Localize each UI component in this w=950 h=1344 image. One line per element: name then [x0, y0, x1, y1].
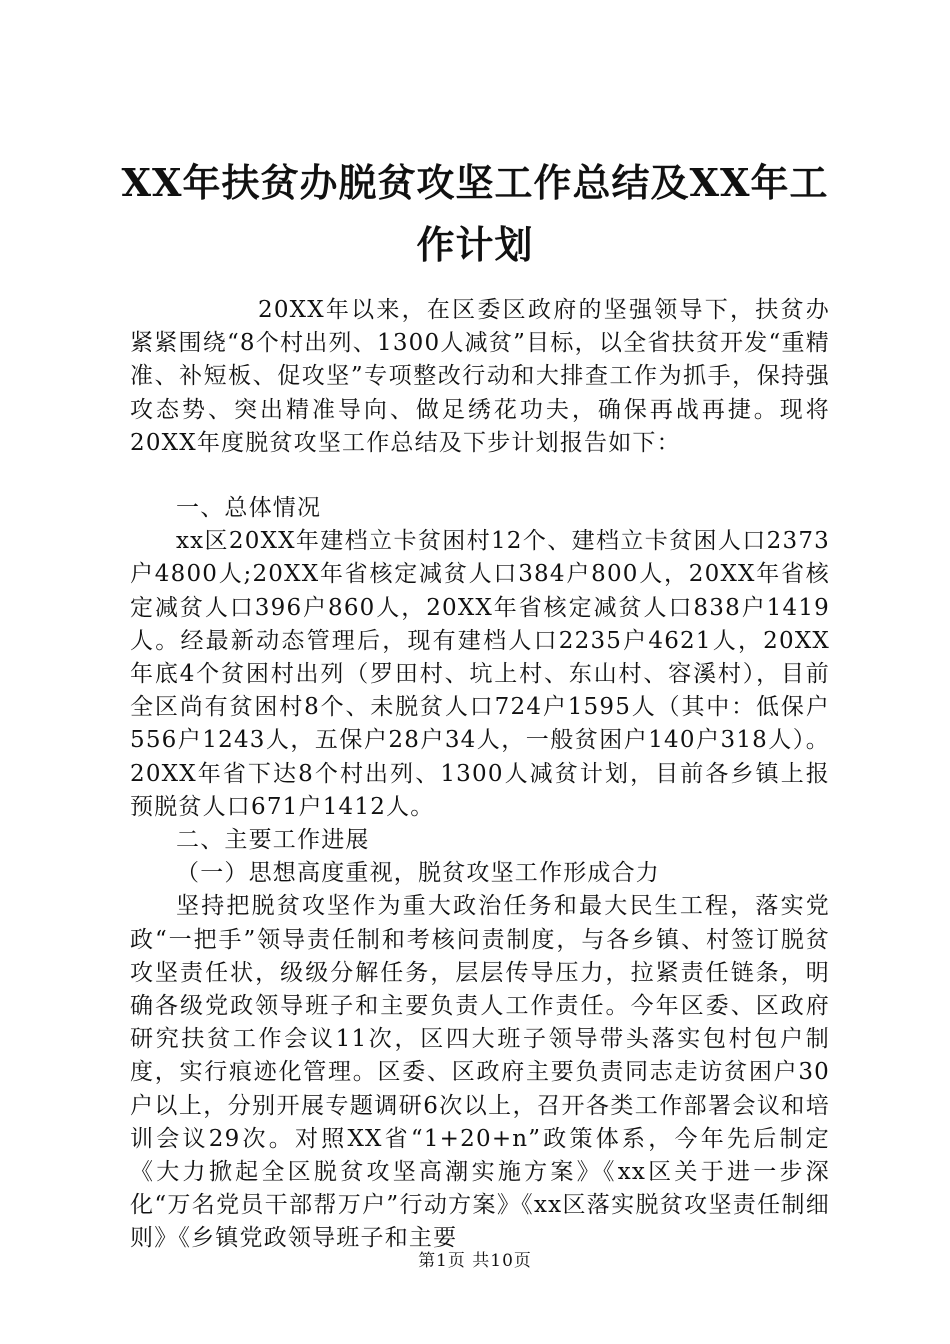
- document-body: [130, 294, 830, 1256]
- section-heading-progress: 二、主要工作进展: [176, 827, 370, 854]
- progress-paragraph: 坚持把脱贫攻坚作为重大政治任务和最大民生工程，落实党政“一把手”领导责任制和考核问责制度，与各乡镇、村签订脱贫攻坚责任状，级级分解任务，层层传导压力，拉紧责任链条，明确各级党政领导班子和主要负责人工作责任。今年区委、区政府研究扶贫工作会议11次，区四大班子领导带头落实包村包户制度，实行痕迹化管理。区委、区政府主要负责同志走访贫困户30户以上，分别开展专题调研6次以上，召开各类工作部署会议和培训会议29次。对照XX省“1+20+n”政策体系，今年先后制定《大力掀起全区脱贫攻坚高潮实施方案》《xx区关于进一步深化“万名党员干部帮万户”行动方案》《xx区落实脱贫攻坚责任制细则》《乡镇党政领导班子和主要: [130, 893, 830, 1252]
- page-footer: 第1页 共10页: [418, 1251, 532, 1271]
- intro-paragraph: 20XX年以来，在区委区政府的坚强领导下，扶贫办紧紧围绕“8个村出列、1300人减贫”目标，以全省扶贫开发“重精准、补短板、促攻坚”专项整改行动和大排查工作为抓手，保持强攻态势、突出精准导向、做足绣花功夫，确保再战再捷。现将20XX年度脱贫攻坚工作总结及下步计划报告如下：: [130, 297, 830, 456]
- section-heading-overview: 一、总体情况: [176, 495, 322, 522]
- subsection-heading-1: （一）思想高度重视，脱贫攻坚工作形成合力: [176, 860, 660, 887]
- overview-paragraph: xx区20XX年建档立卡贫困村12个、建档立卡贫困人口2373户4800人;20XX年省核定减贫人口384户800人，20XX年省核定减贫人口396户860人，20XX年省核定减贫人口838户1419人。经最新动态管理后，现有建档人口2235户4621人，20XX年底4个贫困村出列（罗田村、坑上村、东山村、容溪村），目前全区尚有贫困村8个、未脱贫人口724户1595人（其中：低保户556户1243人，五保户28户34人，一般贫困户140户318人）。20XX年省下达8个村出列、1300人减贫计划，目前各乡镇上报预脱贫人口671户1412人。: [130, 528, 830, 820]
- document-title: XX年扶贫办脱贫攻坚工作总结及XX年工作计划: [121, 160, 829, 267]
- paragraph-gap: [130, 460, 830, 492]
